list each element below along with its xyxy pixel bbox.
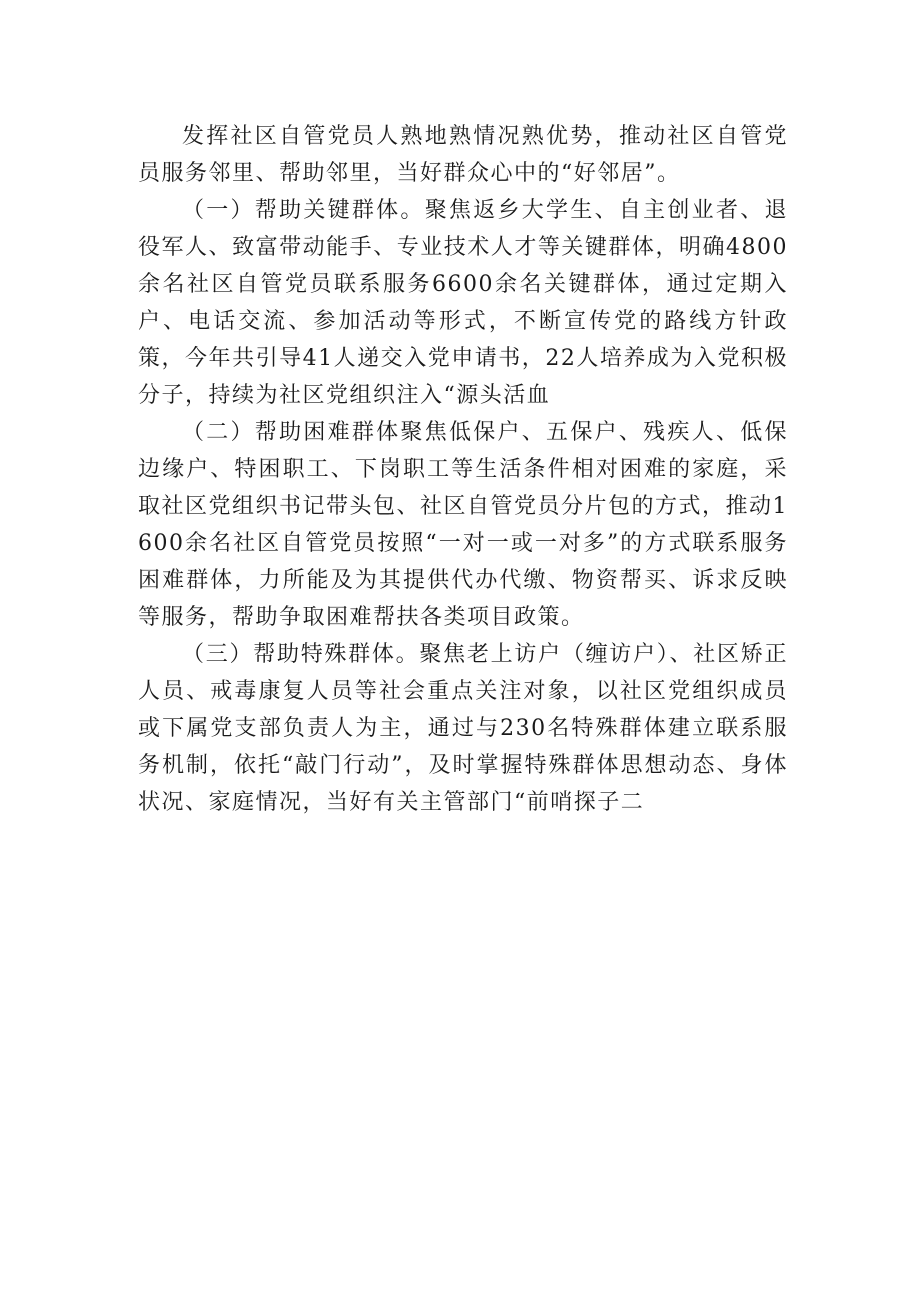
paragraph-special-groups: （三）帮助特殊群体。聚焦老上访户（缠访户）、社区矫正人员、戒毒康复人员等社会重点关注对象，以社区党组织成员或下属党支部负责人为主，通过与230名特殊群体建立联系服务机制，依托“敲门行动”，及时掌握特殊群体思想动态、身体状况、家庭情况，当好有关主管部门“前哨探子二 (138, 642, 788, 815)
paragraph-key-groups: （一）帮助关键群体。聚焦返乡大学生、自主创业者、退役军人、致富带动能手、专业技术人才等关键群体，明确4800余名社区自管党员联系服务6600余名关键群体，通过定期入户、电话交流、参加活动等形式，不断宣传党的路线方针政策，今年共引导41人递交入党申请书，22人培养成为入党积极分子，持续为社区党组织注入“源头活血 (138, 198, 788, 408)
document-body (138, 118, 788, 821)
paragraph-intro: 发挥社区自管党员人熟地熟情况熟优势，推动社区自管党员服务邻里、帮助邻里，当好群众心中的“好邻居”。 (138, 124, 788, 186)
paragraph-difficult-groups: （二）帮助困难群体聚焦低保户、五保户、残疾人、低保边缘户、特困职工、下岗职工等生活条件相对困难的家庭，采取社区党组织书记带头包、社区自管党员分片包的方式，推动1600余名社区自管党员按照“一对一或一对多”的方式联系服务困难群体，力所能及为其提供代办代缴、物资帮买、诉求反映等服务，帮助争取困难帮扶各类项目政策。 (138, 420, 788, 630)
